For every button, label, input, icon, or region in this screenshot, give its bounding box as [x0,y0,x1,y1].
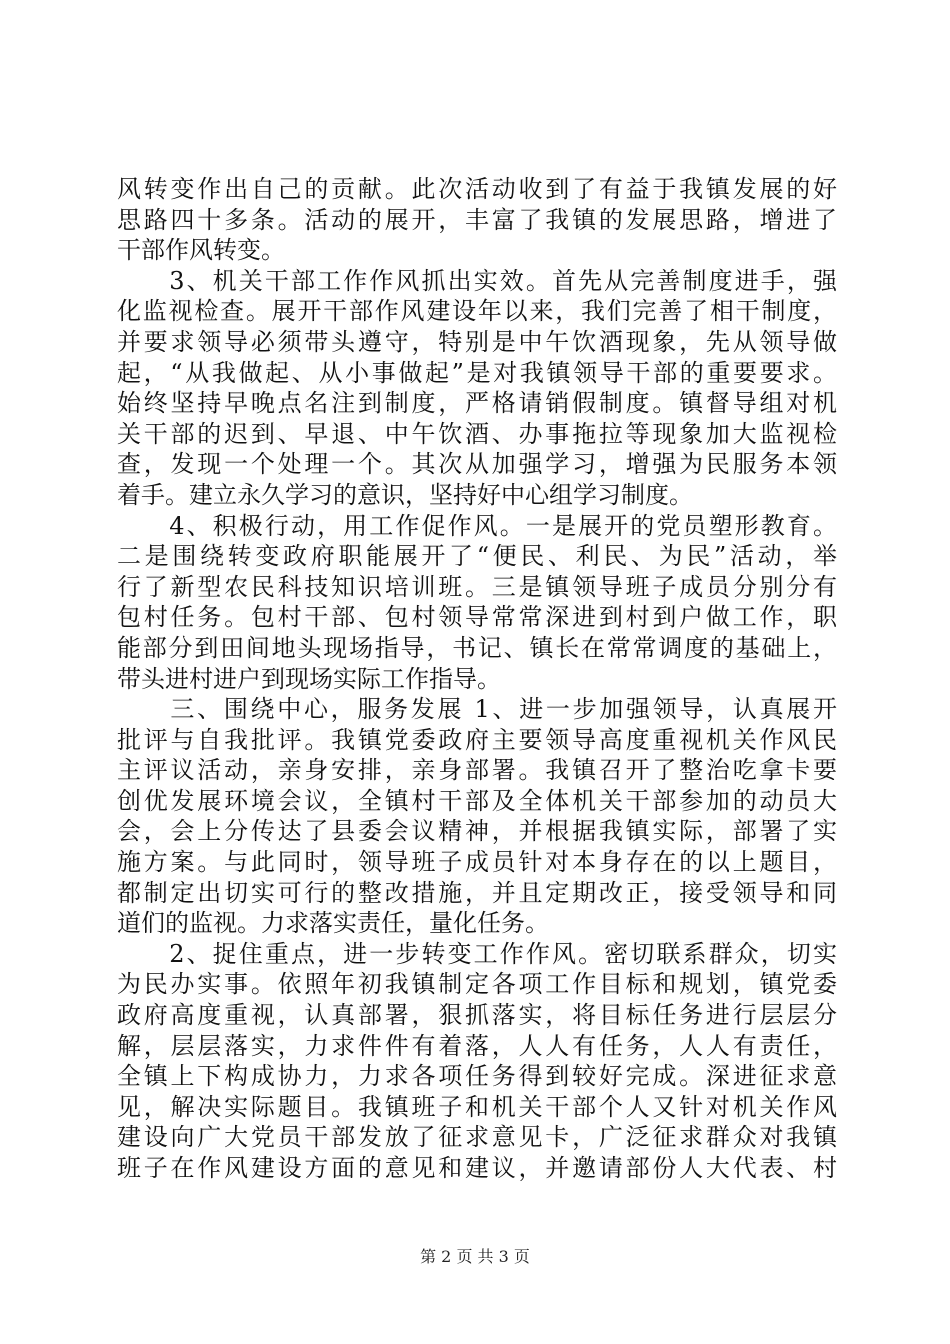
text-line: 包村任务。包村干部、包村领导常常深进到村到户做工作，职 [117,603,837,632]
document-body [117,174,837,1184]
text-line: 解，层层落实，力求件件有着落，人人有任务，人人有责任， [117,1031,837,1060]
text-line: 批评与自我批评。我镇党委政府主要领导高度重视机关作风民 [117,725,837,754]
text-line: 带头进村进户到现场实际工作指导。 [117,664,501,693]
text-line: 三、围绕中心，服务发展 1、进一步加强领导，认真展开 [117,695,837,724]
text-line: 都制定出切实可行的整改措施，并且定期改正，接受领导和同 [117,878,837,907]
text-line: 班子在作风建设方面的意见和建议，并邀请部份人大代表、村 [117,1154,837,1182]
text-line: 并要求领导必须带头遵守，特别是中午饮酒现象，先从领导做 [117,327,837,356]
text-line: 施方案。与此同时，领导班子成员针对本身存在的以上题目， [117,848,837,877]
text-line: 为民办实事。依照年初我镇制定各项工作目标和规划，镇党委 [117,970,837,999]
text-line: 行了新型农民科技知识培训班。三是镇领导班子成员分别分有 [117,572,837,601]
text-line: 始终坚持早晚点名注到制度，严格请销假制度。镇督导组对机 [117,389,837,418]
text-line: 见，解决实际题目。我镇班子和机关干部个人又针对机关作风 [117,1092,837,1121]
text-line: 创优发展环境会议，全镇村干部及全体机关干部参加的动员大 [117,786,837,815]
text-line: 干部作风转变。 [117,236,285,265]
text-line: 2、捉住重点，进一步转变工作作风。密切联系群众，切实 [117,939,837,968]
text-line: 建设向广大党员干部发放了征求意见卡，广泛征求群众对我镇 [117,1123,837,1152]
text-line: 风转变作出自己的贡献。此次活动收到了有益于我镇发展的好 [117,175,837,203]
text-line: 着手。建立永久学习的意识，坚持好中心组学习制度。 [117,480,693,509]
text-line: 思路四十多条。活动的展开，丰富了我镇的发展思路，增进了 [117,205,837,234]
text-line: 主评议活动，亲身安排，亲身部署。我镇召开了整治吃拿卡要 [117,756,837,785]
text-line: 道们的监视。力求落实责任，量化任务。 [117,909,549,938]
text-line: 关干部的迟到、早退、中午饮酒、办事拖拉等现象加大监视检 [117,419,837,448]
text-line: 查，发现一个处理一个。其次从加强学习，增强为民服务本领 [117,450,837,479]
text-line: 会，会上分传达了县委会议精神，并根据我镇实际，部署了实 [117,817,837,846]
text-line: 能部分到田间地头现场指导，书记、镇长在常常调度的基础上， [117,633,837,662]
text-line: 3、机关干部工作作风抓出实效。首先从完善制度进手，强 [117,266,837,295]
text-line: 二是围绕转变政府职能展开了“便民、利民、为民”活动，举 [117,542,837,571]
page-footer: 第 2 页 共 3 页 [420,1247,530,1266]
text-line: 政府高度重视，认真部署，狠抓落实，将目标任务进行层层分 [117,1001,837,1030]
text-line: 起，“从我做起、从小事做起”是对我镇领导干部的重要要求。 [117,358,837,387]
text-line: 化监视检查。展开干部作风建设年以来，我们完善了相干制度， [117,297,837,326]
text-line: 全镇上下构成协力，力求各项任务得到较好完成。深进征求意 [117,1062,837,1091]
text-line: 4、积极行动，用工作促作风。一是展开的党员塑形教育。 [117,511,837,540]
